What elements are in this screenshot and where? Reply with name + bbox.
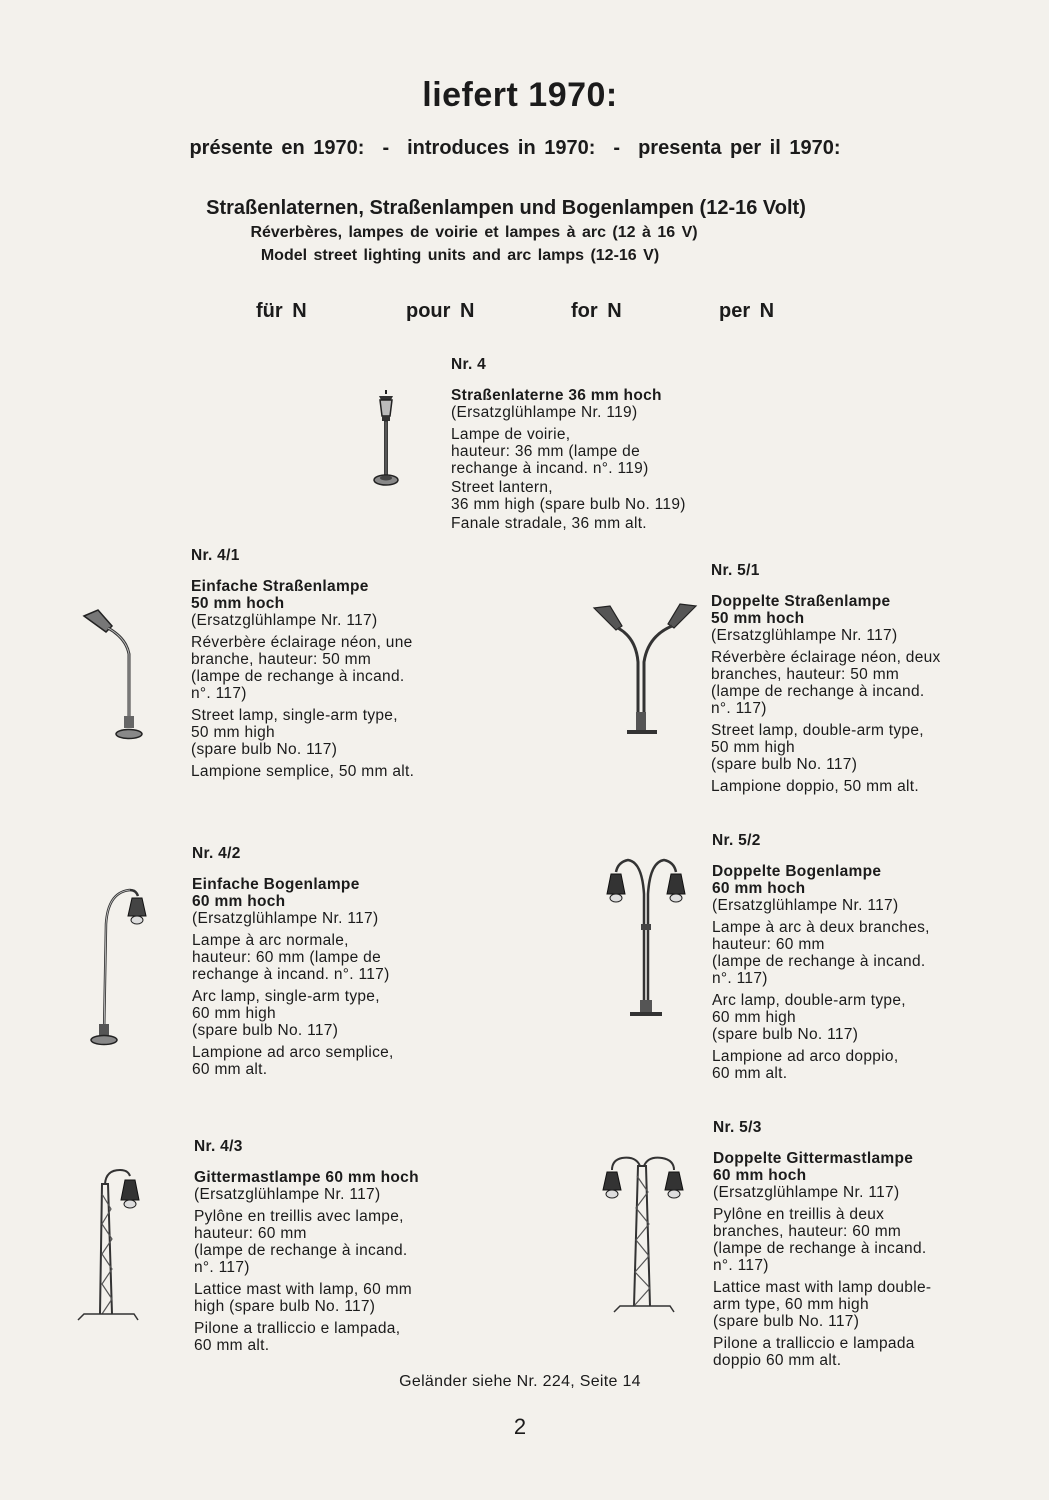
item-number: Nr. 4/2: [192, 845, 241, 862]
double-street-lamp-illustration: [592, 600, 698, 740]
item-name: Doppelte Bogenlampe 60 mm hoch: [712, 863, 882, 897]
item-desc-fr: Réverbère éclairage néon, une branche, hauteur: 50 mm (lampe de rechange à incand. n°. 117): [191, 634, 413, 702]
footer-note: Geländer siehe Nr. 224, Seite 14: [399, 1373, 641, 1390]
item-desc-it: Lampione ad arco semplice, 60 mm alt.: [192, 1044, 394, 1078]
item-desc-en: Street lamp, double-arm type, 50 mm high (spare bulb No. 117): [711, 722, 924, 773]
item-desc-en: Arc lamp, double-arm type, 60 mm high (spare bulb No. 117): [712, 992, 906, 1043]
item-desc-de: (Ersatzglühlampe Nr. 117): [192, 910, 379, 927]
item-desc-fr: Lampe à arc à deux branches, hauteur: 60 mm (lampe de rechange à incand. n°. 117): [712, 919, 930, 987]
page-title: liefert 1970:: [422, 76, 618, 114]
item-nr4-3: [194, 1138, 419, 1359]
item-nr5-2: [712, 832, 930, 1087]
double-arc-lamp-illustration: [600, 854, 692, 1022]
item-name: Gittermastlampe 60 mm hoch: [194, 1169, 419, 1186]
item-desc-fr: Pylône en treillis à deux branches, hauteur: 60 mm (lampe de rechange à incand. n°. 117): [713, 1206, 927, 1274]
subtitle-it: presenta per il 1970:: [638, 137, 841, 159]
scale-en: for N: [571, 300, 622, 322]
page-number: 2: [513, 1414, 527, 1439]
item-desc-it: Lampione doppio, 50 mm alt.: [711, 778, 919, 795]
item-nr4: [451, 356, 686, 537]
item-nr4-1: [191, 547, 414, 785]
subtitle-separator: -: [613, 137, 621, 159]
item-desc-fr: Pylône en treillis avec lampe, hauteur: 60 mm (lampe de rechange à incand. n°. 117): [194, 1208, 408, 1276]
subtitle-fr: présente en 1970:: [189, 137, 365, 159]
item-desc-it: Lampione semplice, 50 mm alt.: [191, 763, 415, 780]
item-desc-fr: Lampe de voirie, hauteur: 36 mm (lampe de rechange à incand. n°. 119): [451, 426, 649, 477]
item-desc-fr: Réverbère éclairage néon, deux branches, hauteur: 50 mm (lampe de rechange à incand. n°. 117): [711, 649, 941, 717]
scale-it: per N: [719, 300, 775, 322]
item-desc-it: Pilone a tralliccio e lampada doppio 60 mm alt.: [713, 1335, 915, 1369]
item-number: Nr. 5/1: [711, 562, 760, 579]
street-lantern-illustration: [368, 388, 404, 492]
item-number: Nr. 4/1: [191, 547, 240, 564]
item-desc-de: (Ersatzglühlampe Nr. 117): [191, 612, 378, 629]
category-heading-en: Model street lighting units and arc lamps (12-16 V): [260, 247, 660, 264]
subtitle-en: introduces in 1970:: [407, 137, 596, 159]
single-arc-lamp-illustration: [84, 884, 154, 1048]
item-name: Doppelte Gittermastlampe 60 mm hoch: [713, 1150, 914, 1184]
item-nr5-3: [713, 1119, 931, 1374]
category-heading-de: Straßenlaternen, Straßenlampen und Bogenlampen (12-16 Volt): [206, 197, 806, 219]
double-lattice-mast-lamp-illustration: [594, 1152, 698, 1320]
item-desc-it: Fanale stradale, 36 mm alt.: [451, 515, 647, 532]
item-desc-it: Pilone a tralliccio e lampada, 60 mm alt.: [194, 1320, 401, 1354]
item-number: Nr. 4/3: [194, 1138, 243, 1155]
item-desc-en: Street lantern, 36 mm high (spare bulb No. 119): [451, 479, 686, 513]
item-name: Doppelte Straßenlampe 50 mm hoch: [711, 593, 891, 627]
item-name: Einfache Straßenlampe 50 mm hoch: [191, 578, 369, 612]
subtitle-separator: -: [382, 137, 390, 159]
item-number: Nr. 5/2: [712, 832, 761, 849]
item-desc-fr: Lampe à arc normale, hauteur: 60 mm (lampe de rechange à incand. n°. 117): [192, 932, 390, 983]
item-nr4-2: [192, 845, 394, 1083]
item-number: Nr. 5/3: [713, 1119, 762, 1136]
item-nr5-1: [711, 562, 941, 800]
item-number: Nr. 4: [451, 356, 487, 373]
item-desc-en: Arc lamp, single-arm type, 60 mm high (spare bulb No. 117): [192, 988, 380, 1039]
item-desc-de: (Ersatzglühlampe Nr. 119): [451, 404, 638, 421]
item-desc-de: (Ersatzglühlampe Nr. 117): [711, 627, 898, 644]
scale-fr: pour N: [406, 300, 475, 322]
item-desc-en: Lattice mast with lamp, 60 mm high (spare bulb No. 117): [194, 1281, 413, 1315]
item-desc-de: (Ersatzglühlampe Nr. 117): [713, 1184, 900, 1201]
category-heading-fr: Réverbères, lampes de voirie et lampes à arc (12 à 16 V): [250, 224, 698, 241]
scale-de: für N: [256, 300, 307, 322]
single-street-lamp-illustration: [80, 608, 150, 744]
item-name: Einfache Bogenlampe 60 mm hoch: [192, 876, 360, 910]
item-desc-de: (Ersatzglühlampe Nr. 117): [194, 1186, 381, 1203]
lattice-mast-lamp-illustration: [74, 1164, 154, 1328]
item-desc-en: Lattice mast with lamp double- arm type, 60 mm high (spare bulb No. 117): [713, 1279, 932, 1330]
item-desc-it: Lampione ad arco doppio, 60 mm alt.: [712, 1048, 899, 1082]
item-desc-de: (Ersatzglühlampe Nr. 117): [712, 897, 899, 914]
item-desc-en: Street lamp, single-arm type, 50 mm high (spare bulb No. 117): [191, 707, 398, 758]
item-name: Straßenlaterne 36 mm hoch: [451, 387, 662, 404]
subtitle-line: [0, 137, 1030, 160]
